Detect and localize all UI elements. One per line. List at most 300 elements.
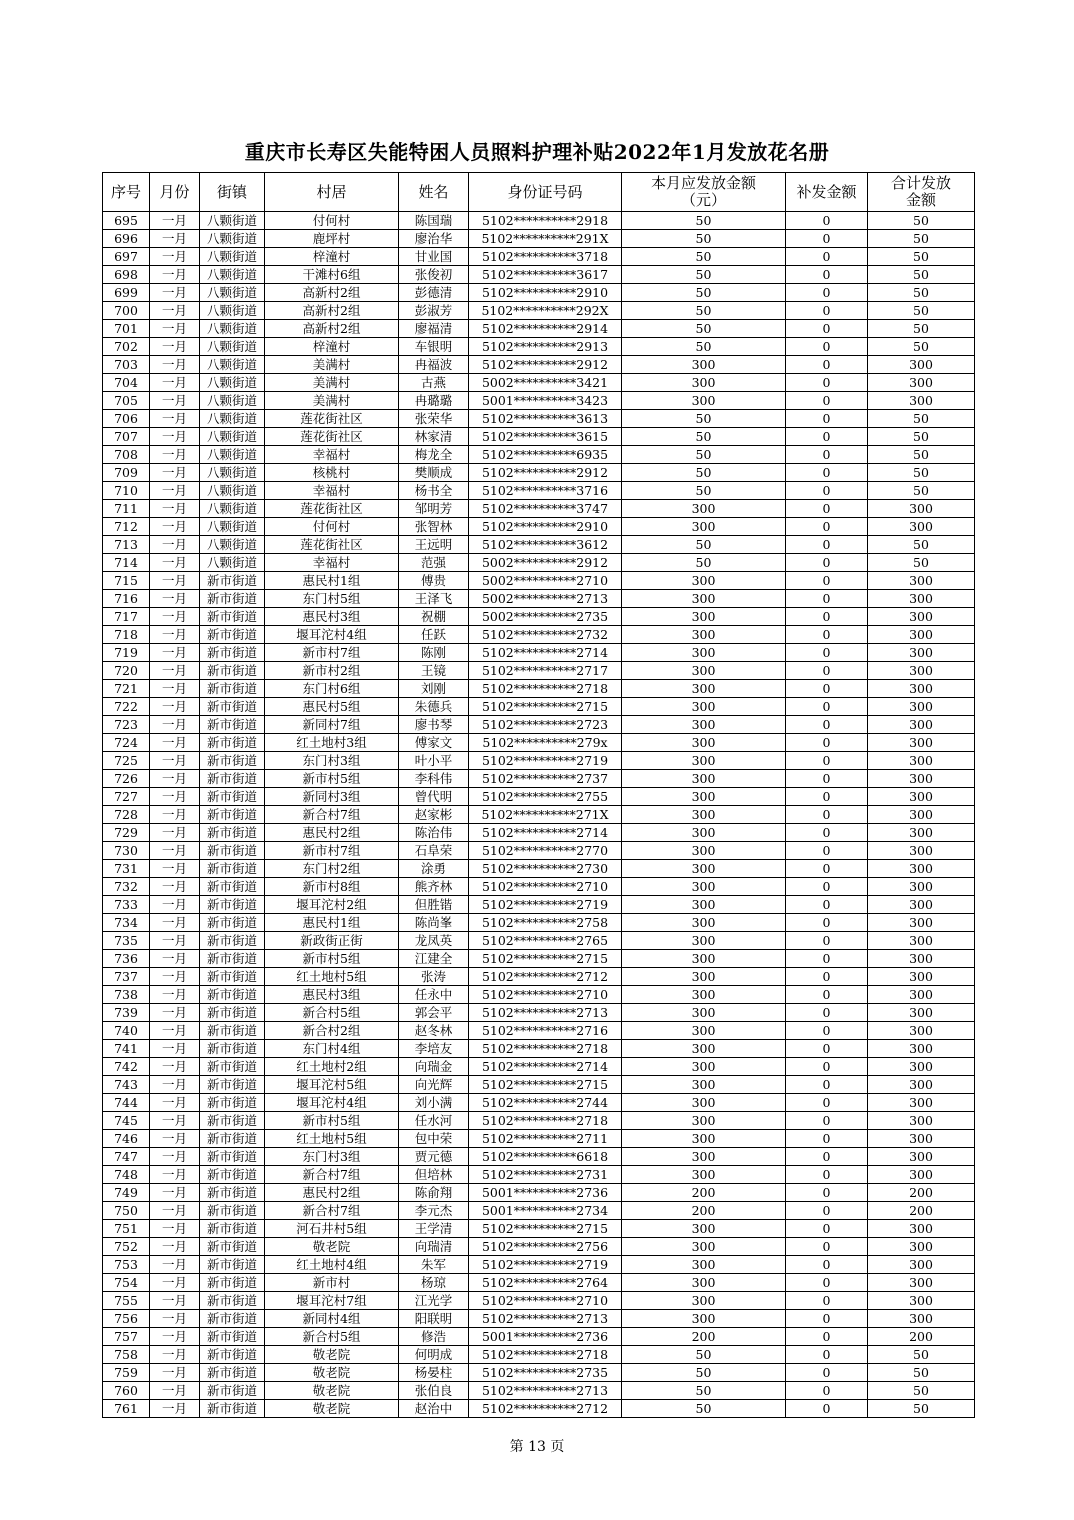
cell-supplement-amount: 0 bbox=[786, 302, 868, 320]
cell-month: 一月 bbox=[150, 698, 200, 716]
cell-town: 新市街道 bbox=[200, 950, 265, 968]
cell-total-amount: 300 bbox=[868, 1004, 975, 1022]
cell-total-amount: 300 bbox=[868, 1076, 975, 1094]
cell-name: 向光辉 bbox=[399, 1076, 469, 1094]
cell-monthly-amount: 300 bbox=[622, 752, 786, 770]
col-header-monthly-amount: 本月应发放金额（元） bbox=[622, 173, 786, 212]
cell-total-amount: 50 bbox=[868, 1346, 975, 1364]
cell-month: 一月 bbox=[150, 1076, 200, 1094]
cell-town: 新市街道 bbox=[200, 1220, 265, 1238]
cell-total-amount: 300 bbox=[868, 608, 975, 626]
cell-supplement-amount: 0 bbox=[786, 428, 868, 446]
table-row bbox=[103, 752, 975, 770]
cell-monthly-amount: 300 bbox=[622, 698, 786, 716]
table-row bbox=[103, 788, 975, 806]
cell-town: 新市街道 bbox=[200, 662, 265, 680]
cell-index: 732 bbox=[103, 878, 150, 896]
cell-total-amount: 300 bbox=[868, 788, 975, 806]
cell-month: 一月 bbox=[150, 320, 200, 338]
cell-village: 新合村5组 bbox=[265, 1004, 399, 1022]
cell-month: 一月 bbox=[150, 338, 200, 356]
cell-village: 红土地村4组 bbox=[265, 1256, 399, 1274]
cell-village: 新市村5组 bbox=[265, 770, 399, 788]
table-row bbox=[103, 626, 975, 644]
table-row bbox=[103, 608, 975, 626]
cell-town: 新市街道 bbox=[200, 968, 265, 986]
cell-name: 赵冬林 bbox=[399, 1022, 469, 1040]
cell-supplement-amount: 0 bbox=[786, 1274, 868, 1292]
cell-id-number: 5102**********2764 bbox=[469, 1274, 622, 1292]
cell-town: 八颗街道 bbox=[200, 320, 265, 338]
cell-name: 刘刚 bbox=[399, 680, 469, 698]
table-row bbox=[103, 932, 975, 950]
cell-total-amount: 300 bbox=[868, 698, 975, 716]
cell-month: 一月 bbox=[150, 1292, 200, 1310]
cell-village: 干滩村6组 bbox=[265, 266, 399, 284]
cell-name: 李培友 bbox=[399, 1040, 469, 1058]
cell-supplement-amount: 0 bbox=[786, 1058, 868, 1076]
cell-supplement-amount: 0 bbox=[786, 842, 868, 860]
cell-total-amount: 300 bbox=[868, 374, 975, 392]
cell-supplement-amount: 0 bbox=[786, 878, 868, 896]
cell-monthly-amount: 300 bbox=[622, 896, 786, 914]
cell-name: 石阜荣 bbox=[399, 842, 469, 860]
cell-month: 一月 bbox=[150, 842, 200, 860]
cell-monthly-amount: 300 bbox=[622, 590, 786, 608]
cell-supplement-amount: 0 bbox=[786, 1220, 868, 1238]
cell-town: 新市街道 bbox=[200, 770, 265, 788]
cell-village: 堰耳沱村4组 bbox=[265, 1094, 399, 1112]
cell-village: 鹿坪村 bbox=[265, 230, 399, 248]
cell-village: 惠民村2组 bbox=[265, 824, 399, 842]
cell-village: 新市村2组 bbox=[265, 662, 399, 680]
cell-name: 王远明 bbox=[399, 536, 469, 554]
cell-name: 杨书全 bbox=[399, 482, 469, 500]
cell-index: 710 bbox=[103, 482, 150, 500]
cell-supplement-amount: 0 bbox=[786, 1166, 868, 1184]
cell-index: 704 bbox=[103, 374, 150, 392]
cell-total-amount: 300 bbox=[868, 1274, 975, 1292]
cell-id-number: 5102**********2714 bbox=[469, 644, 622, 662]
cell-month: 一月 bbox=[150, 392, 200, 410]
cell-index: 729 bbox=[103, 824, 150, 842]
cell-supplement-amount: 0 bbox=[786, 1364, 868, 1382]
cell-town: 八颗街道 bbox=[200, 266, 265, 284]
cell-village: 美满村 bbox=[265, 356, 399, 374]
table-row bbox=[103, 1112, 975, 1130]
cell-total-amount: 50 bbox=[868, 1364, 975, 1382]
cell-supplement-amount: 0 bbox=[786, 680, 868, 698]
cell-index: 730 bbox=[103, 842, 150, 860]
cell-village: 新市村5组 bbox=[265, 1112, 399, 1130]
cell-monthly-amount: 300 bbox=[622, 716, 786, 734]
cell-index: 749 bbox=[103, 1184, 150, 1202]
cell-total-amount: 50 bbox=[868, 428, 975, 446]
cell-index: 716 bbox=[103, 590, 150, 608]
cell-id-number: 5102**********2715 bbox=[469, 1220, 622, 1238]
table-row bbox=[103, 914, 975, 932]
cell-supplement-amount: 0 bbox=[786, 518, 868, 536]
cell-monthly-amount: 300 bbox=[622, 626, 786, 644]
cell-village: 梓潼村 bbox=[265, 338, 399, 356]
cell-name: 赵家彬 bbox=[399, 806, 469, 824]
cell-monthly-amount: 300 bbox=[622, 824, 786, 842]
cell-month: 一月 bbox=[150, 572, 200, 590]
cell-supplement-amount: 0 bbox=[786, 932, 868, 950]
cell-supplement-amount: 0 bbox=[786, 1346, 868, 1364]
cell-total-amount: 300 bbox=[868, 770, 975, 788]
cell-month: 一月 bbox=[150, 1202, 200, 1220]
cell-month: 一月 bbox=[150, 1022, 200, 1040]
cell-total-amount: 50 bbox=[868, 320, 975, 338]
cell-monthly-amount: 50 bbox=[622, 410, 786, 428]
cell-monthly-amount: 300 bbox=[622, 1004, 786, 1022]
cell-total-amount: 300 bbox=[868, 968, 975, 986]
cell-name: 傅贵 bbox=[399, 572, 469, 590]
cell-town: 新市街道 bbox=[200, 806, 265, 824]
cell-total-amount: 300 bbox=[868, 1238, 975, 1256]
cell-town: 新市街道 bbox=[200, 590, 265, 608]
table-row bbox=[103, 1238, 975, 1256]
cell-supplement-amount: 0 bbox=[786, 356, 868, 374]
cell-index: 733 bbox=[103, 896, 150, 914]
table-row bbox=[103, 1184, 975, 1202]
cell-index: 760 bbox=[103, 1382, 150, 1400]
table-row bbox=[103, 1220, 975, 1238]
cell-total-amount: 200 bbox=[868, 1184, 975, 1202]
cell-town: 新市街道 bbox=[200, 878, 265, 896]
cell-village: 新同村4组 bbox=[265, 1310, 399, 1328]
cell-id-number: 5102**********2737 bbox=[469, 770, 622, 788]
cell-name: 范强 bbox=[399, 554, 469, 572]
cell-total-amount: 50 bbox=[868, 1400, 975, 1418]
cell-index: 755 bbox=[103, 1292, 150, 1310]
cell-total-amount: 300 bbox=[868, 716, 975, 734]
cell-name: 向瑞清 bbox=[399, 1238, 469, 1256]
cell-name: 江光学 bbox=[399, 1292, 469, 1310]
cell-name: 任跃 bbox=[399, 626, 469, 644]
cell-id-number: 5102**********2755 bbox=[469, 788, 622, 806]
cell-id-number: 5102**********2714 bbox=[469, 824, 622, 842]
cell-month: 一月 bbox=[150, 284, 200, 302]
cell-id-number: 5001**********3423 bbox=[469, 392, 622, 410]
cell-village: 东门村5组 bbox=[265, 590, 399, 608]
cell-index: 703 bbox=[103, 356, 150, 374]
cell-index: 759 bbox=[103, 1364, 150, 1382]
cell-town: 新市街道 bbox=[200, 1022, 265, 1040]
cell-supplement-amount: 0 bbox=[786, 788, 868, 806]
cell-monthly-amount: 50 bbox=[622, 482, 786, 500]
cell-village: 堰耳沱村7组 bbox=[265, 1292, 399, 1310]
cell-index: 721 bbox=[103, 680, 150, 698]
table-row bbox=[103, 590, 975, 608]
cell-town: 八颗街道 bbox=[200, 554, 265, 572]
cell-name: 熊齐林 bbox=[399, 878, 469, 896]
cell-monthly-amount: 300 bbox=[622, 644, 786, 662]
cell-name: 郭会平 bbox=[399, 1004, 469, 1022]
cell-month: 一月 bbox=[150, 464, 200, 482]
cell-total-amount: 300 bbox=[868, 950, 975, 968]
cell-town: 八颗街道 bbox=[200, 464, 265, 482]
cell-name: 贾元德 bbox=[399, 1148, 469, 1166]
cell-name: 古燕 bbox=[399, 374, 469, 392]
cell-monthly-amount: 300 bbox=[622, 1040, 786, 1058]
cell-village: 新市村5组 bbox=[265, 950, 399, 968]
table-row bbox=[103, 446, 975, 464]
cell-monthly-amount: 300 bbox=[622, 392, 786, 410]
cell-id-number: 5102**********2711 bbox=[469, 1130, 622, 1148]
table-row bbox=[103, 320, 975, 338]
cell-index: 740 bbox=[103, 1022, 150, 1040]
cell-monthly-amount: 300 bbox=[622, 356, 786, 374]
cell-supplement-amount: 0 bbox=[786, 1094, 868, 1112]
cell-village: 新同村3组 bbox=[265, 788, 399, 806]
cell-village: 东门村2组 bbox=[265, 860, 399, 878]
cell-total-amount: 300 bbox=[868, 590, 975, 608]
cell-village: 新市村7组 bbox=[265, 644, 399, 662]
cell-name: 陈国瑞 bbox=[399, 212, 469, 230]
cell-monthly-amount: 300 bbox=[622, 500, 786, 518]
cell-id-number: 5102**********292X bbox=[469, 302, 622, 320]
cell-month: 一月 bbox=[150, 1310, 200, 1328]
table-row bbox=[103, 734, 975, 752]
cell-monthly-amount: 300 bbox=[622, 1274, 786, 1292]
cell-village: 敬老院 bbox=[265, 1346, 399, 1364]
cell-index: 711 bbox=[103, 500, 150, 518]
cell-village: 莲花街社区 bbox=[265, 500, 399, 518]
table-row bbox=[103, 212, 975, 230]
cell-total-amount: 300 bbox=[868, 356, 975, 374]
cell-town: 新市街道 bbox=[200, 1184, 265, 1202]
cell-total-amount: 300 bbox=[868, 572, 975, 590]
cell-supplement-amount: 0 bbox=[786, 770, 868, 788]
cell-index: 747 bbox=[103, 1148, 150, 1166]
cell-monthly-amount: 50 bbox=[622, 1346, 786, 1364]
cell-monthly-amount: 300 bbox=[622, 680, 786, 698]
cell-monthly-amount: 50 bbox=[622, 302, 786, 320]
cell-village: 东门村3组 bbox=[265, 752, 399, 770]
cell-total-amount: 50 bbox=[868, 302, 975, 320]
cell-village: 敬老院 bbox=[265, 1238, 399, 1256]
cell-town: 新市街道 bbox=[200, 914, 265, 932]
cell-index: 706 bbox=[103, 410, 150, 428]
cell-name: 杨琼 bbox=[399, 1274, 469, 1292]
cell-supplement-amount: 0 bbox=[786, 1310, 868, 1328]
table-row bbox=[103, 680, 975, 698]
cell-id-number: 5102**********279x bbox=[469, 734, 622, 752]
cell-total-amount: 300 bbox=[868, 824, 975, 842]
cell-index: 745 bbox=[103, 1112, 150, 1130]
cell-total-amount: 50 bbox=[868, 248, 975, 266]
cell-total-amount: 300 bbox=[868, 986, 975, 1004]
cell-supplement-amount: 0 bbox=[786, 572, 868, 590]
cell-monthly-amount: 300 bbox=[622, 1292, 786, 1310]
cell-month: 一月 bbox=[150, 356, 200, 374]
table-row bbox=[103, 1076, 975, 1094]
cell-town: 新市街道 bbox=[200, 1058, 265, 1076]
cell-index: 715 bbox=[103, 572, 150, 590]
cell-month: 一月 bbox=[150, 410, 200, 428]
table-row bbox=[103, 248, 975, 266]
cell-month: 一月 bbox=[150, 374, 200, 392]
cell-month: 一月 bbox=[150, 1274, 200, 1292]
cell-total-amount: 300 bbox=[868, 1130, 975, 1148]
cell-name: 陈刚 bbox=[399, 644, 469, 662]
cell-id-number: 5102**********291X bbox=[469, 230, 622, 248]
cell-village: 美满村 bbox=[265, 374, 399, 392]
cell-monthly-amount: 300 bbox=[622, 806, 786, 824]
cell-name: 张荣华 bbox=[399, 410, 469, 428]
cell-total-amount: 50 bbox=[868, 410, 975, 428]
cell-month: 一月 bbox=[150, 428, 200, 446]
cell-town: 新市街道 bbox=[200, 1346, 265, 1364]
cell-month: 一月 bbox=[150, 518, 200, 536]
cell-month: 一月 bbox=[150, 482, 200, 500]
cell-village: 新合村7组 bbox=[265, 1202, 399, 1220]
col-header-village: 村居 bbox=[265, 173, 399, 212]
cell-month: 一月 bbox=[150, 1004, 200, 1022]
cell-name: 彭德清 bbox=[399, 284, 469, 302]
cell-village: 堰耳沱村5组 bbox=[265, 1076, 399, 1094]
table-row bbox=[103, 1292, 975, 1310]
cell-monthly-amount: 300 bbox=[622, 1256, 786, 1274]
cell-index: 702 bbox=[103, 338, 150, 356]
cell-total-amount: 50 bbox=[868, 482, 975, 500]
cell-village: 付何村 bbox=[265, 518, 399, 536]
cell-month: 一月 bbox=[150, 968, 200, 986]
table-row bbox=[103, 554, 975, 572]
cell-supplement-amount: 0 bbox=[786, 1400, 868, 1418]
cell-supplement-amount: 0 bbox=[786, 608, 868, 626]
cell-index: 741 bbox=[103, 1040, 150, 1058]
cell-town: 新市街道 bbox=[200, 932, 265, 950]
cell-month: 一月 bbox=[150, 644, 200, 662]
cell-id-number: 5102**********3612 bbox=[469, 536, 622, 554]
cell-village: 新政街正街 bbox=[265, 932, 399, 950]
cell-month: 一月 bbox=[150, 680, 200, 698]
cell-town: 新市街道 bbox=[200, 1148, 265, 1166]
cell-index: 698 bbox=[103, 266, 150, 284]
table-row bbox=[103, 1310, 975, 1328]
cell-total-amount: 50 bbox=[868, 1382, 975, 1400]
cell-name: 冉璐璐 bbox=[399, 392, 469, 410]
cell-month: 一月 bbox=[150, 1130, 200, 1148]
cell-town: 八颗街道 bbox=[200, 536, 265, 554]
cell-supplement-amount: 0 bbox=[786, 1130, 868, 1148]
cell-total-amount: 300 bbox=[868, 1058, 975, 1076]
cell-supplement-amount: 0 bbox=[786, 698, 868, 716]
cell-index: 697 bbox=[103, 248, 150, 266]
cell-supplement-amount: 0 bbox=[786, 266, 868, 284]
cell-month: 一月 bbox=[150, 608, 200, 626]
cell-monthly-amount: 50 bbox=[622, 464, 786, 482]
cell-total-amount: 300 bbox=[868, 1148, 975, 1166]
cell-monthly-amount: 300 bbox=[622, 842, 786, 860]
cell-monthly-amount: 300 bbox=[622, 1220, 786, 1238]
cell-id-number: 5001**********2734 bbox=[469, 1202, 622, 1220]
table-row bbox=[103, 806, 975, 824]
cell-id-number: 5102**********2756 bbox=[469, 1238, 622, 1256]
cell-town: 八颗街道 bbox=[200, 428, 265, 446]
table-row bbox=[103, 1148, 975, 1166]
cell-monthly-amount: 50 bbox=[622, 248, 786, 266]
cell-id-number: 5102**********3613 bbox=[469, 410, 622, 428]
cell-supplement-amount: 0 bbox=[786, 1238, 868, 1256]
cell-total-amount: 300 bbox=[868, 932, 975, 950]
cell-town: 新市街道 bbox=[200, 824, 265, 842]
cell-id-number: 5102**********2719 bbox=[469, 896, 622, 914]
cell-supplement-amount: 0 bbox=[786, 500, 868, 518]
table-row bbox=[103, 518, 975, 536]
cell-total-amount: 50 bbox=[868, 266, 975, 284]
cell-town: 新市街道 bbox=[200, 1112, 265, 1130]
cell-index: 744 bbox=[103, 1094, 150, 1112]
cell-supplement-amount: 0 bbox=[786, 662, 868, 680]
cell-village: 敬老院 bbox=[265, 1364, 399, 1382]
cell-supplement-amount: 0 bbox=[786, 1328, 868, 1346]
cell-index: 739 bbox=[103, 1004, 150, 1022]
cell-name: 廖治华 bbox=[399, 230, 469, 248]
cell-town: 新市街道 bbox=[200, 752, 265, 770]
cell-month: 一月 bbox=[150, 1400, 200, 1418]
cell-village: 东门村4组 bbox=[265, 1040, 399, 1058]
cell-id-number: 5102**********2912 bbox=[469, 464, 622, 482]
cell-month: 一月 bbox=[150, 986, 200, 1004]
cell-total-amount: 50 bbox=[868, 536, 975, 554]
roster-table bbox=[102, 172, 975, 1418]
cell-monthly-amount: 300 bbox=[622, 1094, 786, 1112]
cell-name: 樊顺成 bbox=[399, 464, 469, 482]
cell-monthly-amount: 50 bbox=[622, 1382, 786, 1400]
cell-monthly-amount: 200 bbox=[622, 1184, 786, 1202]
cell-monthly-amount: 300 bbox=[622, 986, 786, 1004]
cell-total-amount: 200 bbox=[868, 1328, 975, 1346]
cell-town: 新市街道 bbox=[200, 1328, 265, 1346]
cell-village: 惠民村3组 bbox=[265, 986, 399, 1004]
cell-id-number: 5102**********2732 bbox=[469, 626, 622, 644]
cell-name: 陈尚峯 bbox=[399, 914, 469, 932]
cell-village: 幸福村 bbox=[265, 482, 399, 500]
cell-monthly-amount: 300 bbox=[622, 1112, 786, 1130]
cell-total-amount: 300 bbox=[868, 518, 975, 536]
cell-name: 修浩 bbox=[399, 1328, 469, 1346]
table-row bbox=[103, 1346, 975, 1364]
cell-month: 一月 bbox=[150, 446, 200, 464]
cell-monthly-amount: 300 bbox=[622, 1310, 786, 1328]
cell-index: 709 bbox=[103, 464, 150, 482]
cell-supplement-amount: 0 bbox=[786, 1040, 868, 1058]
cell-name: 廖书琴 bbox=[399, 716, 469, 734]
cell-index: 736 bbox=[103, 950, 150, 968]
cell-id-number: 5102**********2715 bbox=[469, 1076, 622, 1094]
cell-monthly-amount: 300 bbox=[622, 1148, 786, 1166]
cell-supplement-amount: 0 bbox=[786, 536, 868, 554]
cell-month: 一月 bbox=[150, 1040, 200, 1058]
cell-total-amount: 50 bbox=[868, 554, 975, 572]
table-row bbox=[103, 896, 975, 914]
cell-village: 堰耳沱村2组 bbox=[265, 896, 399, 914]
cell-village: 付何村 bbox=[265, 212, 399, 230]
cell-village: 河石井村5组 bbox=[265, 1220, 399, 1238]
cell-total-amount: 200 bbox=[868, 1202, 975, 1220]
cell-name: 何明成 bbox=[399, 1346, 469, 1364]
cell-id-number: 5001**********2736 bbox=[469, 1184, 622, 1202]
table-row bbox=[103, 662, 975, 680]
cell-month: 一月 bbox=[150, 806, 200, 824]
cell-town: 八颗街道 bbox=[200, 230, 265, 248]
cell-index: 757 bbox=[103, 1328, 150, 1346]
cell-supplement-amount: 0 bbox=[786, 392, 868, 410]
